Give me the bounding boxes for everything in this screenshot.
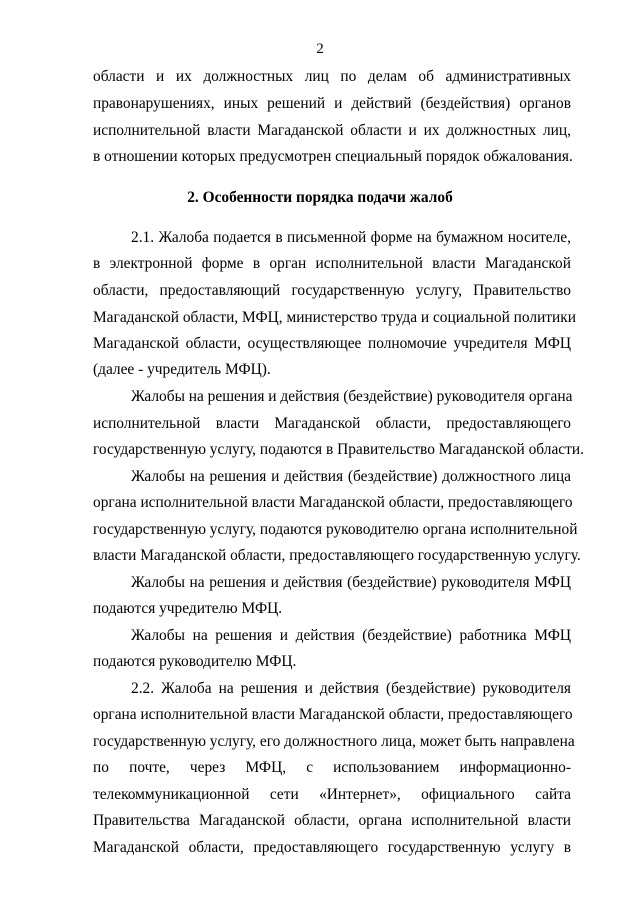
paragraph-line: государственную услугу, его должностного лица, может быть направлена <box>93 733 575 750</box>
intro-line: правонарушениях, иных решений и действий (бездействия) органов <box>93 95 571 112</box>
intro-line: исполнительной власти Магаданской области и их должностных лиц, <box>93 122 571 139</box>
paragraph-line: Жалобы на решения и действия (бездействие) должностного лица <box>131 468 571 485</box>
paragraph-line: Жалобы на решения и действия (бездействие) руководителя органа <box>131 388 573 405</box>
paragraph-line: (далее - учредитель МФЦ). <box>93 361 271 378</box>
paragraph-line: по почте, через МФЦ, с использованием информационно- <box>93 759 571 776</box>
paragraph-line: органа исполнительной власти Магаданской области, предоставляющего <box>93 494 573 511</box>
paragraph-line: 2.2. Жалоба на решения и действия (бездействие) руководителя <box>131 680 571 697</box>
intro-line: в отношении которых предусмотрен специальный порядок обжалования. <box>93 148 573 165</box>
paragraph-line: подаются учредителю МФЦ. <box>93 600 283 617</box>
paragraph-line: Правительства Магаданской области, органа исполнительной власти <box>93 812 571 829</box>
paragraph-line: государственную услугу, подаются в Правительство Магаданской области. <box>93 441 584 458</box>
paragraph-line: Магаданской области, МФЦ, министерство труда и социальной политики <box>93 309 576 326</box>
paragraph-line: области, предоставляющий государственную услугу, Правительство <box>93 282 571 299</box>
intro-line: области и их должностных лиц по делам об административных <box>93 68 571 85</box>
paragraph-line: власти Магаданской области, предоставляющего государственную услугу. <box>93 547 581 564</box>
paragraph-line: в электронной форме в орган исполнительной власти Магаданской <box>93 255 571 272</box>
paragraph-line: 2.1. Жалоба подается в письменной форме на бумажном носителе, <box>131 229 571 246</box>
paragraph-line: Жалобы на решения и действия (бездействие) работника МФЦ <box>131 627 571 644</box>
paragraph-line: телекоммуникационной сети «Интернет», официального сайта <box>93 786 571 803</box>
paragraph-line: Жалобы на решения и действия (бездействие) руководителя МФЦ <box>131 574 571 591</box>
paragraph-line: подаются руководителю МФЦ. <box>93 653 297 670</box>
page-number: 2 <box>316 41 324 57</box>
section-heading: 2. Особенности порядка подачи жалоб <box>187 189 453 206</box>
paragraph-line: государственную услугу, подаются руководителю органа исполнительной <box>93 521 578 538</box>
paragraph-line: Магаданской области, осуществляющее полномочие учредителя МФЦ <box>93 335 571 352</box>
paragraph-line: Магаданской области, предоставляющего государственную услугу в <box>93 839 571 856</box>
paragraph-line: органа исполнительной власти Магаданской области, предоставляющего <box>93 706 573 723</box>
paragraph-line: исполнительной власти Магаданской области, предоставляющего <box>93 415 571 432</box>
